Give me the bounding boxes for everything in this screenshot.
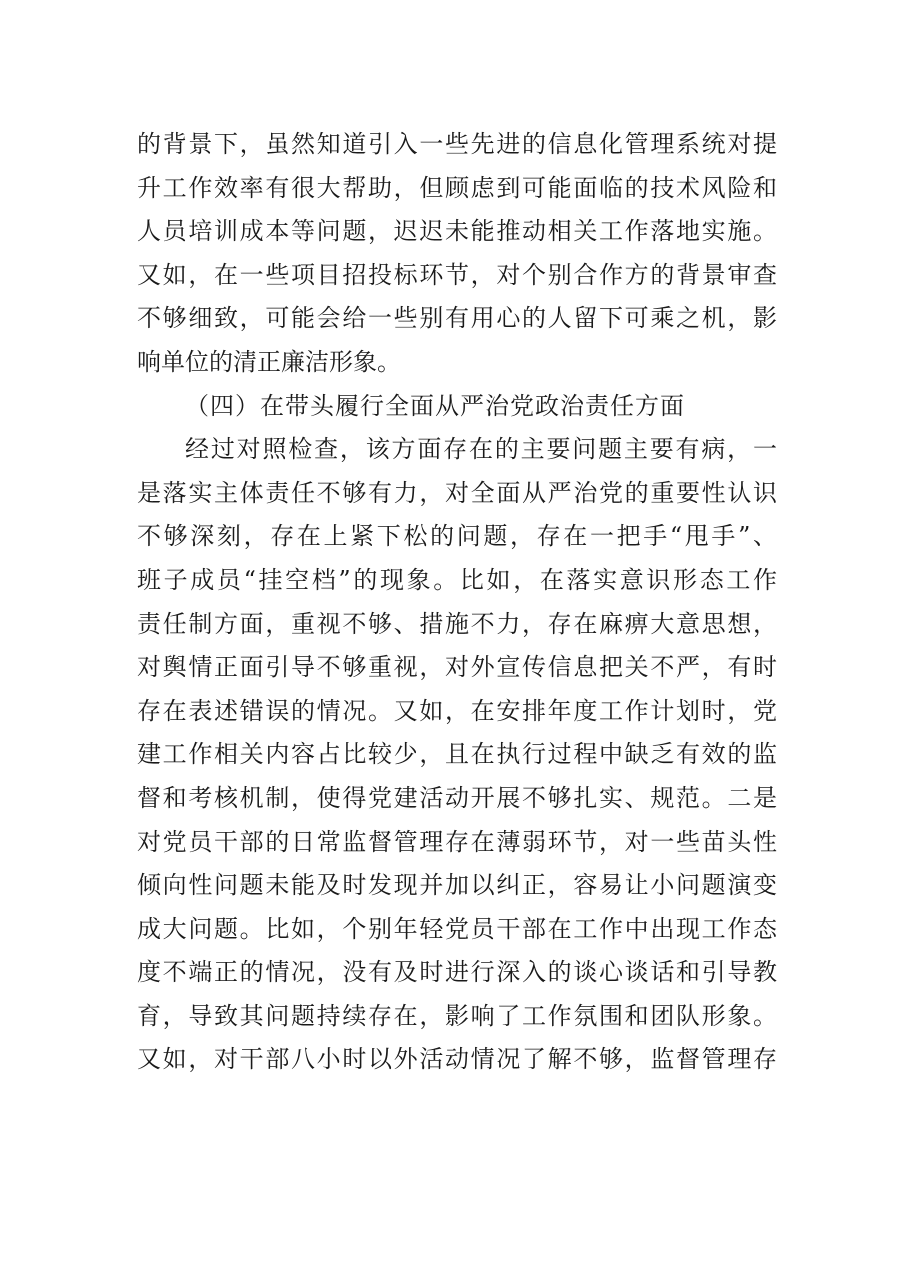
section-heading: （四）在带头履行全面从严治党政治责任方面 [185,391,685,420]
text-line: 人员培训成本等问题，迟迟未能推动相关工作落地实施。 [137,217,777,246]
text-line: 又如，对干部八小时以外活动情况了解不够，监督管理存 [137,1045,777,1074]
text-line: 责任制方面，重视不够、措施不力，存在麻痹大意思想， [137,609,777,638]
text-line: 的背景下，虽然知道引入一些先进的信息化管理系统对提 [137,130,777,158]
text-line: 不够细致，可能会给一些别有用心的人留下可乘之机，影 [137,304,777,333]
text-line: 又如，在一些项目招投标环节，对个别合作方的背景审查 [137,260,777,289]
text-line: 成大问题。比如，个别年轻党员干部在工作中出现工作态 [137,914,777,943]
text-line: 倾向性问题未能及时发现并加以纠正，容易让小问题演变 [137,871,777,900]
text-line: 育，导致其问题持续存在，影响了工作氛围和团队形象。 [137,1001,777,1030]
paragraph-first-line: 经过对照检查，该方面存在的主要问题主要有病，一 [185,435,777,464]
text-line: 建工作相关内容占比较少，且在执行过程中缺乏有效的监 [137,740,777,769]
text-line: 存在表述错误的情况。又如，在安排年度工作计划时，党 [137,696,777,725]
text-line: 度不端正的情况，没有及时进行深入的谈心谈话和引导教 [137,958,777,987]
text-line: 督和考核机制，使得党建活动开展不够扎实、规范。二是 [137,783,777,812]
text-line: 升工作效率有很大帮助，但顾虑到可能面临的技术风险和 [137,173,777,202]
text-line: 对党员干部的日常监督管理存在薄弱环节，对一些苗头性 [137,827,777,856]
body-text [137,123,777,1082]
text-line: 不够深刻，存在上紧下松的问题，存在一把手“甩手”、 [137,522,777,551]
text-line: 是落实主体责任不够有力，对全面从严治党的重要性认识 [137,478,777,507]
text-line: 响单位的清正廉洁形象。 [137,347,401,376]
text-line: 班子成员“挂空档”的现象。比如，在落实意识形态工作 [137,565,777,594]
text-line: 对舆情正面引导不够重视，对外宣传信息把关不严，有时 [137,653,777,682]
